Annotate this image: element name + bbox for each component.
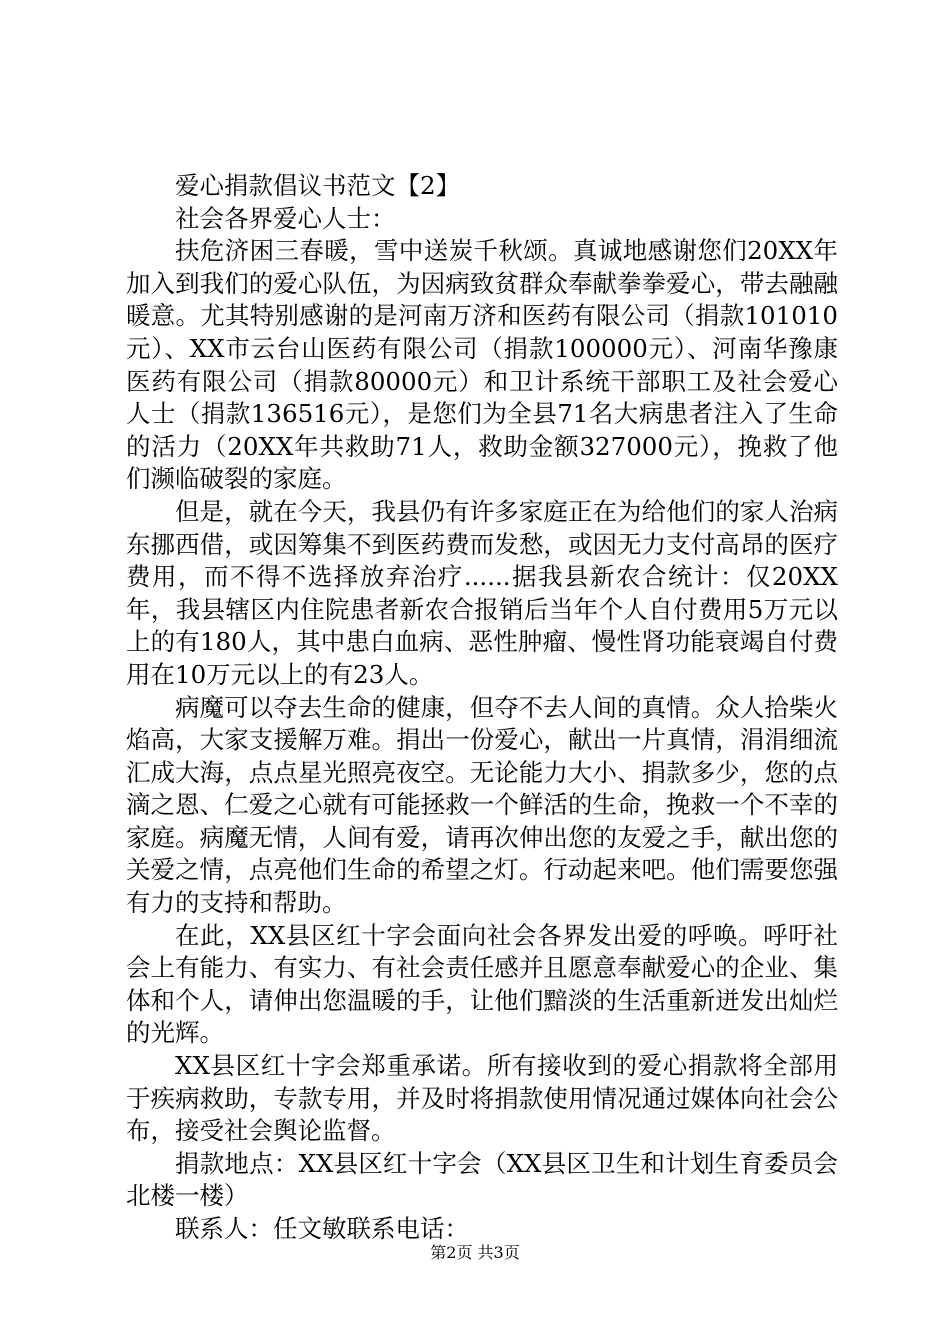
contact-person: 联系人：任文敏联系电话： [175,1214,469,1243]
paragraph-promise: XX县区红十字会郑重承诺。所有接收到的爱心捐款将全部用于疾病救助，专款专用，并及时将捐款使用情况通过媒体向社会公布，接受社会舆论监督。 [126,1051,838,1146]
salutation: 社会各界爱心人士： [175,203,396,233]
document-body [126,170,838,1246]
document-title: 爱心捐款倡议书范文【2】 [175,171,461,200]
donation-location: 捐款地点：XX县区红十字会（XX县区卫生和计划生育委员会北楼一楼） [126,1148,838,1211]
paragraph-call: 在此，XX县区红十字会面向社会各界发出爱的呼唤。呼吁社会上有能力、有实力、有社会责任感并且愿意奉献爱心的企业、集体和个人，请伸出您温暖的手，让他们黯淡的生活重新迸发出灿烂的光辉。 [126,920,838,1048]
paragraph-situation: 但是，就在今天，我县仍有许多家庭正在为给他们的家人治病东挪西借，或因筹集不到医药费而发愁，或因无力支付高昂的医疗费用，而不得不选择放弃治疗......据我县新农合统计：仅20XX年，我县辖区内住院患者新农合报销后当年个人自付费用5万元以上的有180人，其中患白血病、恶性肿瘤、慢性肾功能衰竭自付费用在10万元以上的有23人。 [126,496,838,689]
page-number-footer: 第2页 共3页 [430,1243,520,1262]
paragraph-thanks: 扶危济困三春暖，雪中送炭千秋颂。真诚地感谢您们20XX年加入到我们的爱心队伍，为因病致贫群众奉献拳拳爱心，带去融融暖意。尤其特别感谢的是河南万济和医药有限公司（捐款101010元）、XX市云台山医药有限公司（捐款100000元）、河南华豫康医药有限公司（捐款80000元）和卫计系统干部职工及社会爱心人士（捐款136516元），是您们为全县71名大病患者注入了生命的活力（20XX年共救助71人，救助金额327000元），挽救了他们濒临破裂的家庭。 [126,236,838,494]
paragraph-appeal: 病魔可以夺去生命的健康，但夺不去人间的真情。众人拾柴火焰高，大家支援解万难。捐出一份爱心，献出一片真情，涓涓细流汇成大海，点点星光照亮夜空。无论能力大小、捐款多少，您的点滴之恩、仁爱之心就有可能拯救一个鲜活的生命，挽救一个不幸的家庭。病魔无情，人间有爱，请再次伸出您的友爱之手，献出您的关爱之情，点亮他们生命的希望之灯。行动起来吧。他们需要您强有力的支持和帮助。 [126,692,838,918]
